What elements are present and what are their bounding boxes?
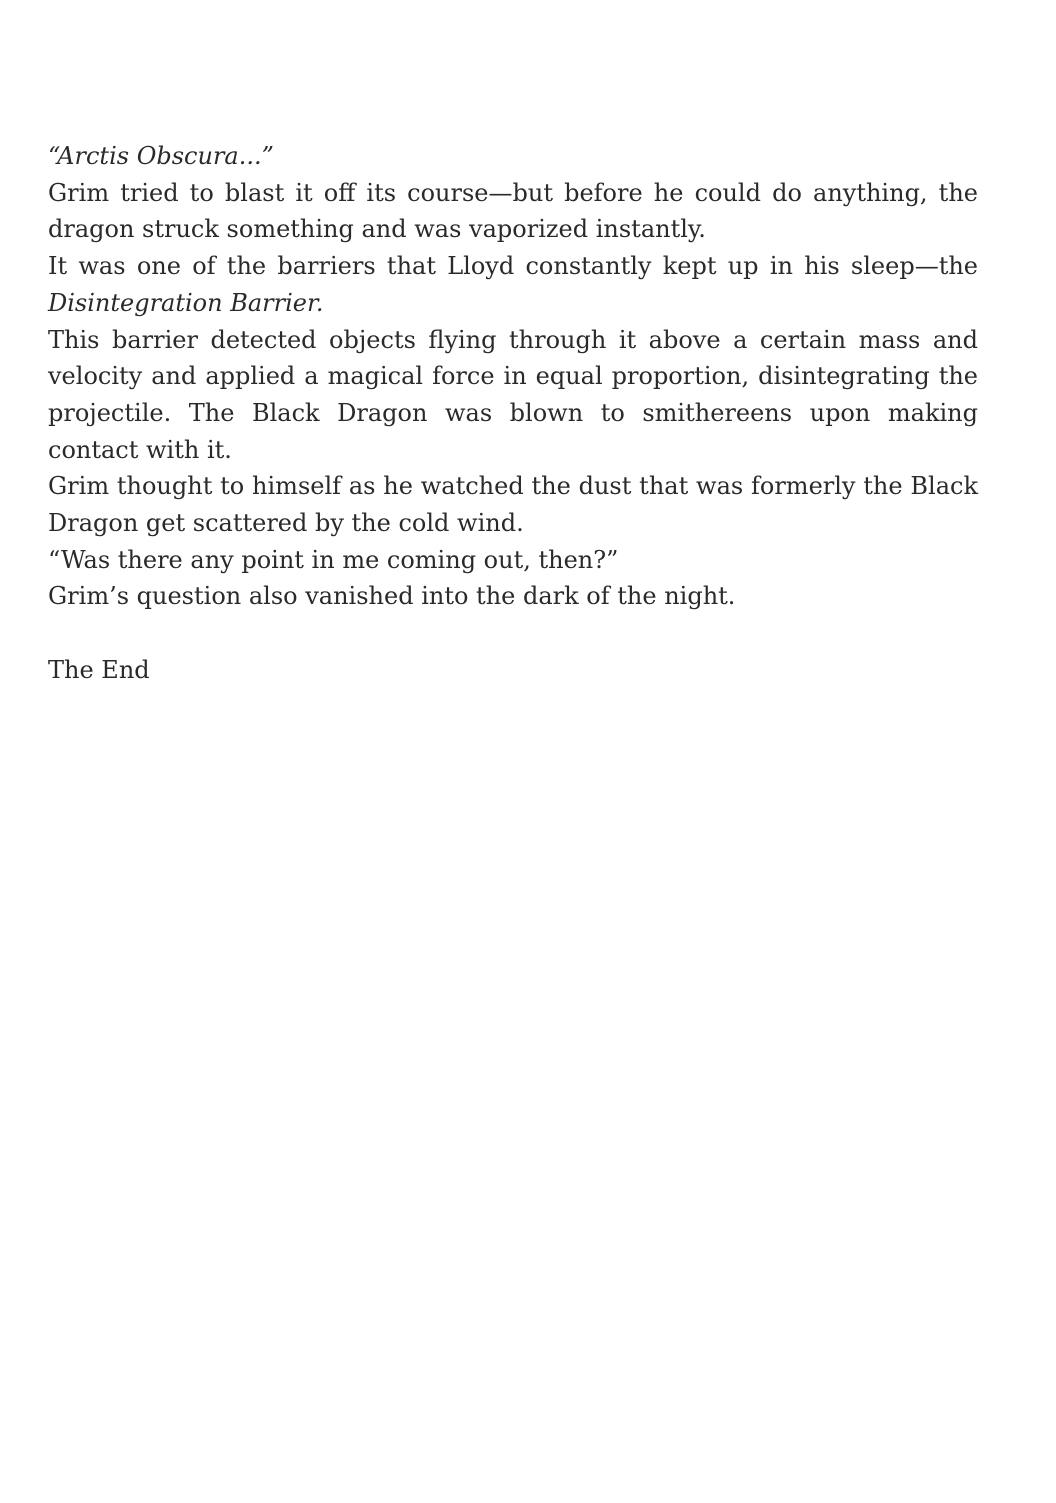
paragraph-grim-question: “Was there any point in me coming out, then?” xyxy=(48,545,619,574)
paragraph-question-vanished: Grim’s question also vanished into the dark of the night. xyxy=(48,582,736,611)
paragraph-incantation: “Arctis Obscura...” xyxy=(48,142,274,170)
paragraph-barrier-intro xyxy=(48,248,978,321)
paragraph-barrier-description: This barrier detected objects flying through it above a certain mass and velocity and applied a magical force in equal proportion, disintegrating the projectile. The Black Dragon was blown to smithereens upon making contact with it. xyxy=(48,325,978,464)
document-page xyxy=(48,138,978,689)
the-end-label: The End xyxy=(48,655,150,684)
barrier-name: Disintegration Barrier. xyxy=(48,288,324,317)
barrier-intro-text: It was one of the barriers that Lloyd constantly kept up in his sleep—the xyxy=(48,252,978,281)
paragraph-blast-attempt: Grim tried to blast it off its course—but before he could do anything, the dragon struck something and was vaporized instantly. xyxy=(48,178,978,244)
paragraph-grim-thought: Grim thought to himself as he watched the dust that was formerly the Black Dragon get scattered by the cold wind. xyxy=(48,472,978,538)
